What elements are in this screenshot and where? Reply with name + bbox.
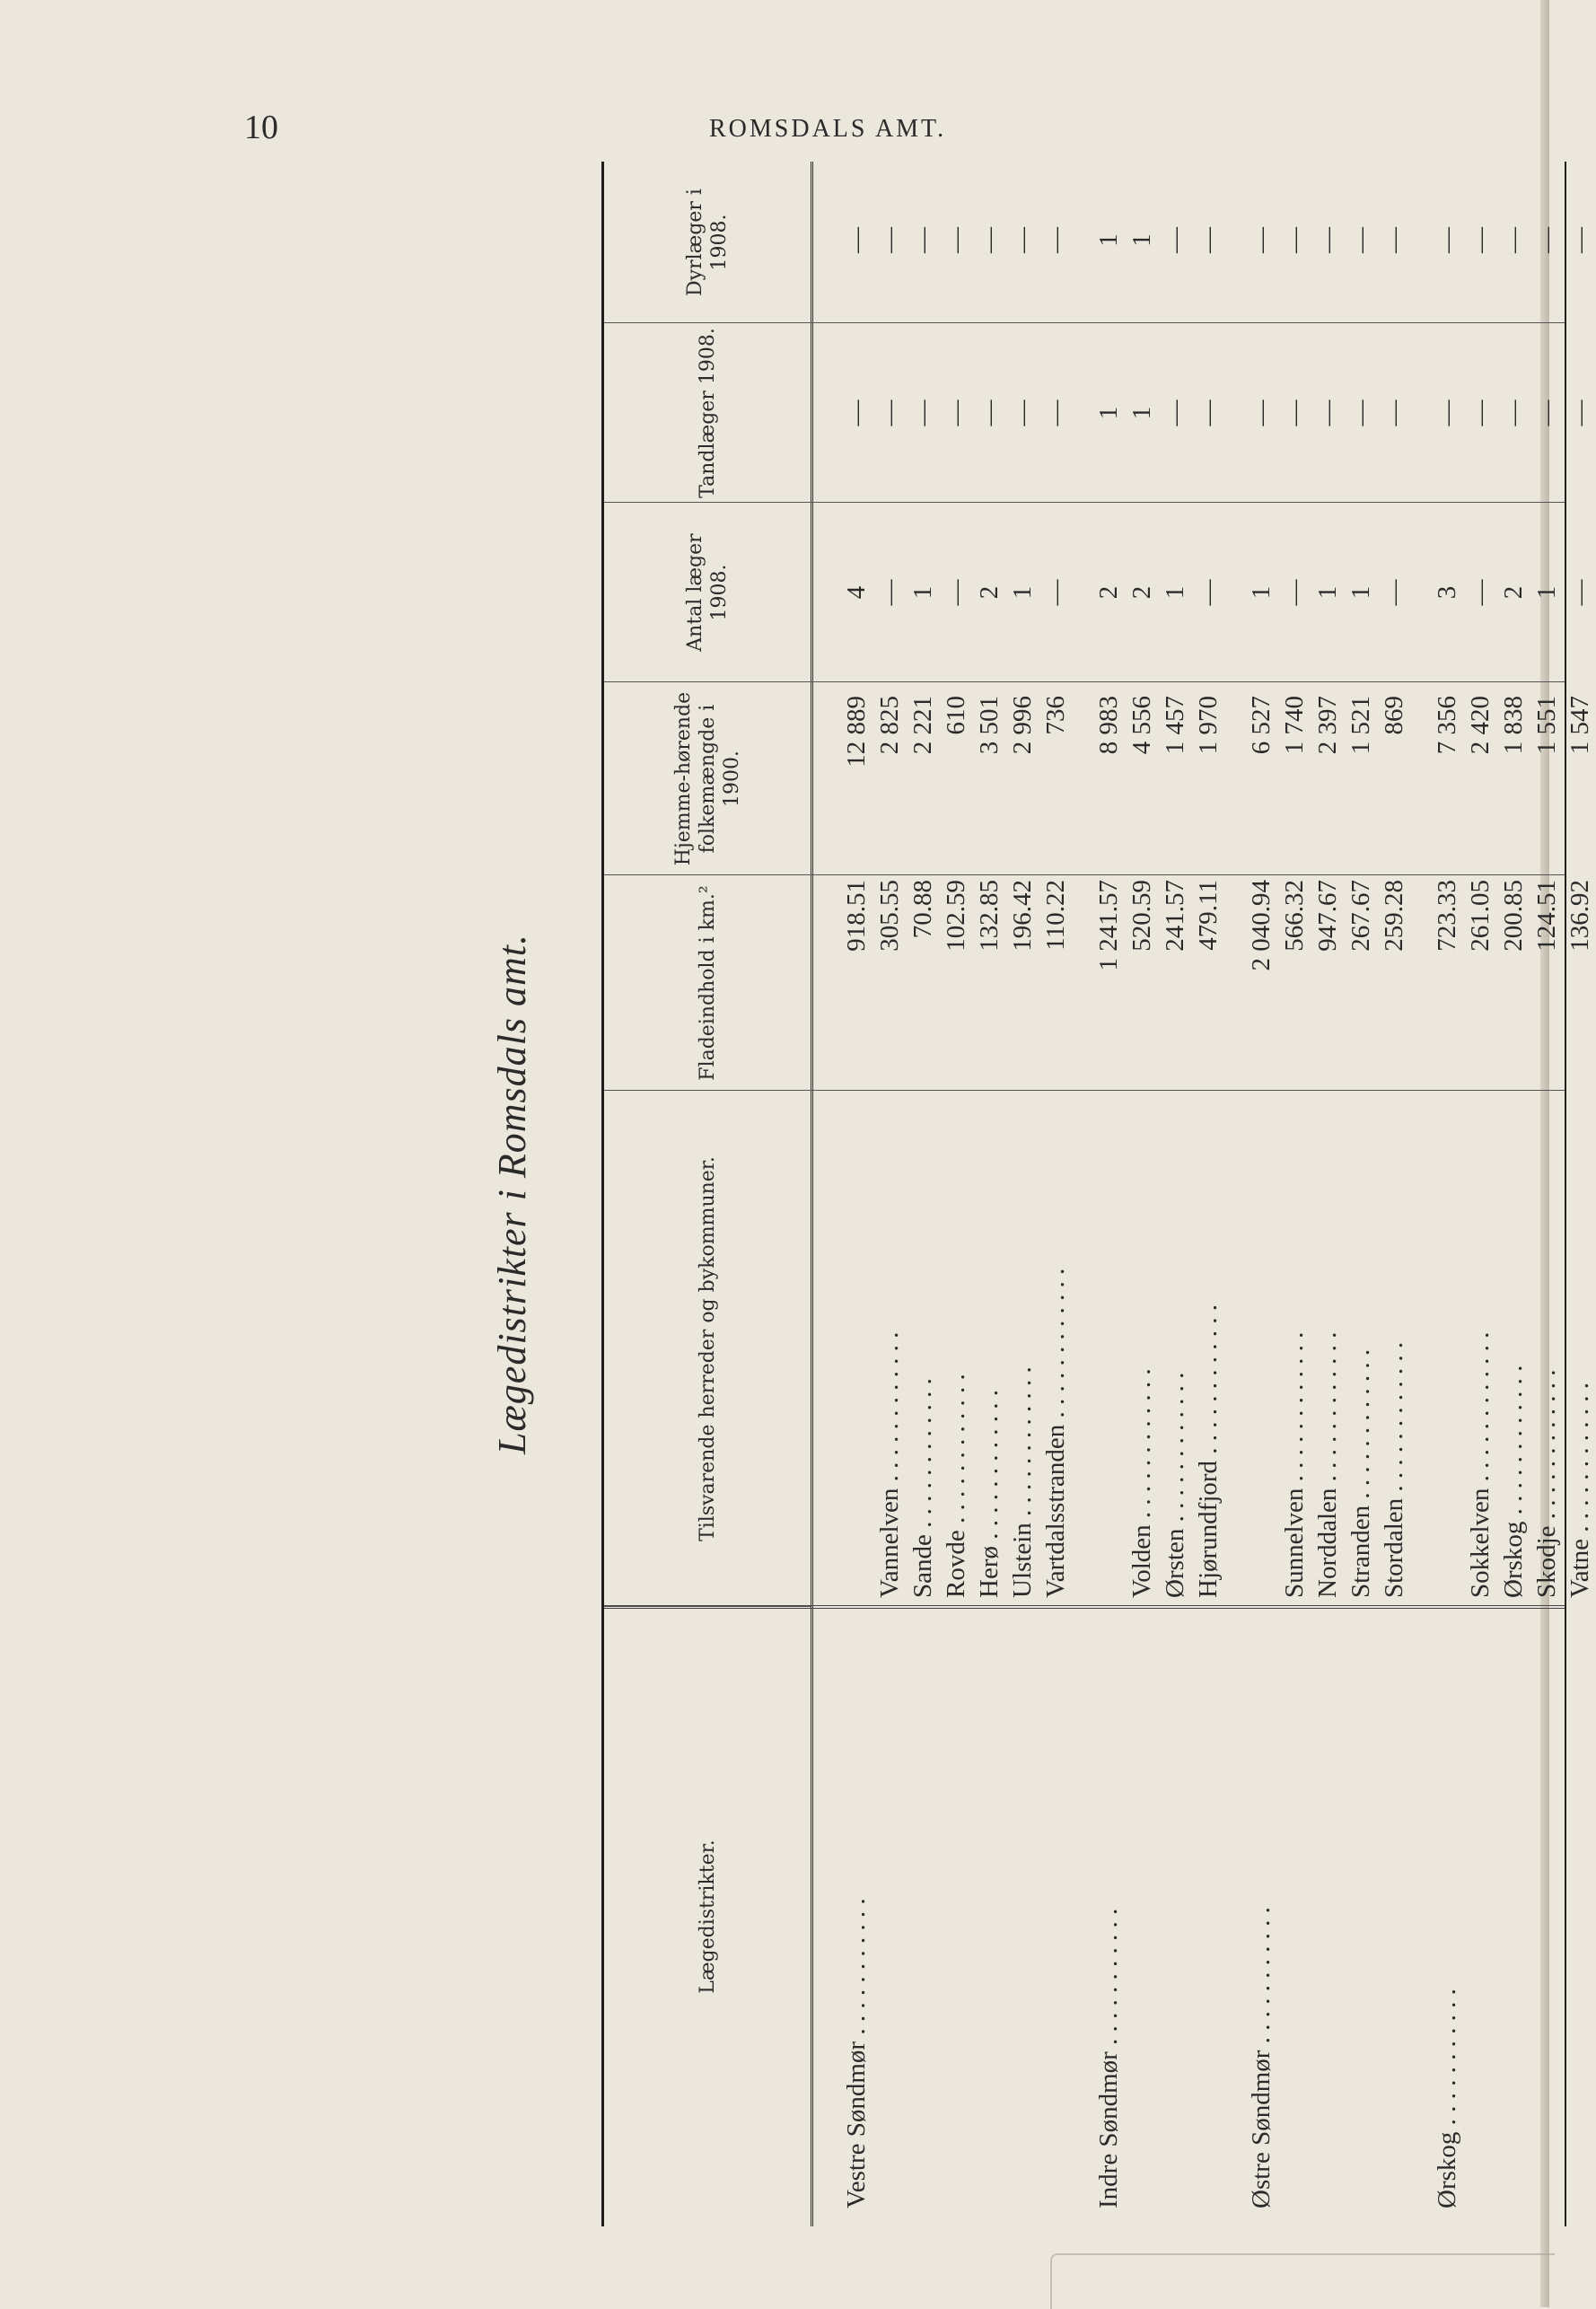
dentists-value: — <box>1280 399 1309 426</box>
table-row-municipality <box>1192 162 1224 2226</box>
doctors-value: — <box>942 579 970 606</box>
municipality-name: Vatne . . . . . . . . . . . . <box>1565 1382 1594 1598</box>
table-row-municipality <box>1564 162 1596 2226</box>
dentists-value: — <box>875 399 904 426</box>
population-value: 6 527 <box>1247 696 1276 755</box>
vets-value: — <box>842 227 871 253</box>
page-curl-shadow <box>1050 2253 1555 2309</box>
area-value: 102.59 <box>942 880 970 952</box>
doctors-value: — <box>875 579 904 606</box>
doctors-value: 2 <box>1127 585 1156 600</box>
dentists-value: — <box>975 399 1004 426</box>
dentists-value: — <box>1433 399 1461 426</box>
population-value: 8 983 <box>1094 696 1123 755</box>
dentists-value: — <box>1247 399 1276 426</box>
district-name: Østre Søndmør . . . . . . . . . . . <box>1247 1907 1276 2208</box>
municipality-name: Skodje . . . . . . . . . . . . <box>1532 1369 1561 1598</box>
dentists-value: 1 <box>1094 406 1123 420</box>
doctors-value: 1 <box>1313 585 1342 600</box>
vets-value: — <box>1161 227 1189 253</box>
population-value: 12 889 <box>842 696 871 768</box>
municipality-name: Ørskog . . . . . . . . . . . . <box>1499 1365 1528 1598</box>
dentists-value: — <box>1161 399 1189 426</box>
vets-value: — <box>1194 227 1223 253</box>
area-value: 305.55 <box>875 880 904 952</box>
dentists-value: — <box>1466 399 1495 426</box>
municipality-name: Sande . . . . . . . . . . . . <box>908 1378 937 1598</box>
table-header <box>604 162 813 2226</box>
vets-value: — <box>1499 227 1528 253</box>
vets-value: — <box>1041 227 1070 253</box>
doctors-value: 1 <box>908 585 937 600</box>
table-row-municipality <box>1530 162 1563 2226</box>
doctors-value: — <box>1466 579 1495 606</box>
doctors-value: 3 <box>1433 585 1461 600</box>
population-value: 610 <box>942 696 970 735</box>
area-value: 241.57 <box>1161 880 1189 952</box>
municipality-name: Hjørundfjord . . . . . . . . . . . . <box>1194 1304 1223 1598</box>
district-name: Ørskog . . . . . . . . . . . <box>1433 1989 1461 2208</box>
dentists-value: — <box>1532 399 1561 426</box>
municipality-name: Vartdalsstranden . . . . . . . . . . . . <box>1041 1268 1070 1598</box>
population-value: 2 996 <box>1008 696 1037 755</box>
municipality-name: Sokkelven . . . . . . . . . . . . <box>1466 1331 1495 1598</box>
population-value: 3 501 <box>975 696 1004 755</box>
population-value: 4 556 <box>1127 696 1156 755</box>
dentists-value: — <box>1380 399 1408 426</box>
area-value: 259.28 <box>1380 880 1408 952</box>
header-doctors: Antal læger 1908. <box>604 502 811 682</box>
municipality-name: Rovde . . . . . . . . . . . . <box>942 1374 970 1598</box>
doctors-value: 1 <box>1161 585 1189 600</box>
vets-value: — <box>875 227 904 253</box>
district-table <box>601 162 1594 2226</box>
population-value: 2 397 <box>1313 696 1342 755</box>
header-municipalities: Tilsvarende herreder og bykommuner. <box>604 1090 811 1607</box>
doctors-value: 1 <box>1532 585 1561 600</box>
population-value: 1 457 <box>1161 696 1189 755</box>
table-row-municipality <box>1311 162 1344 2226</box>
table-row-municipality <box>1006 162 1039 2226</box>
header-district: Lægedistrikter. <box>604 1606 811 2226</box>
doctors-value: — <box>1280 579 1309 606</box>
table-row-municipality <box>1497 162 1530 2226</box>
header-area: Fladeindhold i km.² <box>604 874 811 1091</box>
vets-value: — <box>1313 227 1342 253</box>
table-row-municipality <box>1039 162 1072 2226</box>
area-value: 132.85 <box>975 880 1004 952</box>
vets-value: — <box>942 227 970 253</box>
vets-value: — <box>975 227 1004 253</box>
doctors-value: 4 <box>842 585 871 600</box>
area-value: 261.05 <box>1466 880 1495 952</box>
area-value: 723.33 <box>1433 880 1461 952</box>
table-row-district <box>840 162 873 2226</box>
population-value: 7 356 <box>1433 696 1461 755</box>
area-value: 267.67 <box>1346 880 1375 952</box>
table-row-municipality <box>1345 162 1377 2226</box>
table-body <box>813 162 1594 2226</box>
municipality-name: Ørsten . . . . . . . . . . . . <box>1161 1372 1189 1598</box>
area-value: 70.88 <box>908 880 937 939</box>
area-value: 947.67 <box>1313 880 1342 952</box>
municipality-name: Norddalen . . . . . . . . . . . . <box>1313 1331 1342 1598</box>
doctors-value: 1 <box>1346 585 1375 600</box>
table-row-district <box>1092 162 1125 2226</box>
table-row-municipality <box>907 162 939 2226</box>
municipality-name: Stranden . . . . . . . . . . . . <box>1346 1348 1375 1598</box>
doctors-value: 1 <box>1247 585 1276 600</box>
header-vets: Dyrlæger i 1908. <box>684 189 731 296</box>
vets-value: — <box>1280 227 1309 253</box>
district-name: Vestre Søndmør . . . . . . . . . . . <box>842 1898 871 2208</box>
rotated-table-block <box>422 162 1594 2226</box>
municipality-name: Sunnelven . . . . . . . . . . . . <box>1280 1331 1309 1598</box>
doctors-value: 1 <box>1008 585 1037 600</box>
vets-value: — <box>1380 227 1408 253</box>
vets-value: — <box>1433 227 1461 253</box>
dentists-value: — <box>1008 399 1037 426</box>
area-value: 110.22 <box>1041 880 1070 951</box>
population-value: 2 825 <box>875 696 904 755</box>
population-value: 1 547 <box>1565 696 1594 755</box>
municipality-name: Stordalen . . . . . . . . . . . . <box>1380 1341 1408 1598</box>
doctors-value: 2 <box>1499 585 1528 600</box>
dentists-value: — <box>908 399 937 426</box>
municipality-name: Vannelven . . . . . . . . . . . . <box>875 1331 904 1598</box>
table-row-municipality <box>873 162 906 2226</box>
table-row-district <box>1245 162 1277 2226</box>
dentists-value: 1 <box>1127 406 1156 420</box>
population-value: 1 521 <box>1346 696 1375 755</box>
area-value: 479.11 <box>1194 880 1223 951</box>
area-value: 918.51 <box>842 880 871 952</box>
vets-value: — <box>1346 227 1375 253</box>
population-value: 869 <box>1380 696 1408 735</box>
area-value: 136.92 <box>1565 880 1594 952</box>
dentists-value: — <box>1499 399 1528 426</box>
district-name: Indre Søndmør . . . . . . . . . . . <box>1094 1908 1123 2208</box>
area-value: 566.32 <box>1280 880 1309 952</box>
vets-value: — <box>1565 227 1594 253</box>
table-row-district <box>1431 162 1463 2226</box>
doctors-value: 2 <box>975 585 1004 600</box>
population-value: 2 221 <box>908 696 937 755</box>
municipality-name: Herø . . . . . . . . . . . . <box>975 1390 1004 1598</box>
population-value: 2 420 <box>1466 696 1495 755</box>
population-value: 1 551 <box>1532 696 1561 755</box>
table-row-municipality <box>973 162 1005 2226</box>
area-value: 2 040.94 <box>1247 880 1276 971</box>
area-value: 196.42 <box>1008 880 1037 952</box>
vets-value: — <box>1532 227 1561 253</box>
dentists-value: — <box>1194 399 1223 426</box>
dentists-value: — <box>942 399 970 426</box>
header-dentists: Tandlæger 1908. <box>604 322 811 503</box>
population-value: 736 <box>1041 696 1070 735</box>
table-row-municipality <box>1126 162 1158 2226</box>
vets-value: — <box>1466 227 1495 253</box>
table-caption: Lægedistrikter i Romsdals amt. <box>489 933 534 1455</box>
dentists-value: — <box>1565 399 1594 426</box>
table-row-municipality <box>1378 162 1410 2226</box>
area-value: 1 241.57 <box>1094 880 1123 971</box>
vets-value: — <box>908 227 937 253</box>
dentists-value: — <box>1041 399 1070 426</box>
doctors-value: — <box>1380 579 1408 606</box>
dentists-value: — <box>842 399 871 426</box>
doctors-value: — <box>1565 579 1594 606</box>
table-row-municipality <box>1278 162 1311 2226</box>
population-value: 1 740 <box>1280 696 1309 755</box>
vets-value: 1 <box>1127 233 1156 247</box>
doctors-value: — <box>1194 579 1223 606</box>
doctors-value: 2 <box>1094 585 1123 600</box>
area-value: 520.59 <box>1127 880 1156 952</box>
municipality-name: Ulstein . . . . . . . . . . . . <box>1008 1366 1037 1598</box>
running-head: ROMSDALS AMT. <box>709 115 947 143</box>
table-row-municipality <box>940 162 972 2226</box>
area-value: 200.85 <box>1499 880 1528 952</box>
dentists-value: — <box>1313 399 1342 426</box>
table-row-municipality <box>1464 162 1496 2226</box>
vets-value: — <box>1247 227 1276 253</box>
doctors-value: — <box>1041 579 1070 606</box>
area-value: 124.51 <box>1532 880 1561 952</box>
dentists-value: — <box>1346 399 1375 426</box>
population-value: 1 838 <box>1499 696 1528 755</box>
page-number: 10 <box>244 109 278 146</box>
vets-value: — <box>1008 227 1037 253</box>
header-population: Hjemme-hørende folkemængde i 1900. <box>604 681 811 875</box>
table-row-municipality <box>1159 162 1191 2226</box>
municipality-name: Volden . . . . . . . . . . . . <box>1127 1368 1156 1598</box>
vets-value: 1 <box>1094 233 1123 247</box>
population-value: 1 970 <box>1194 696 1223 755</box>
